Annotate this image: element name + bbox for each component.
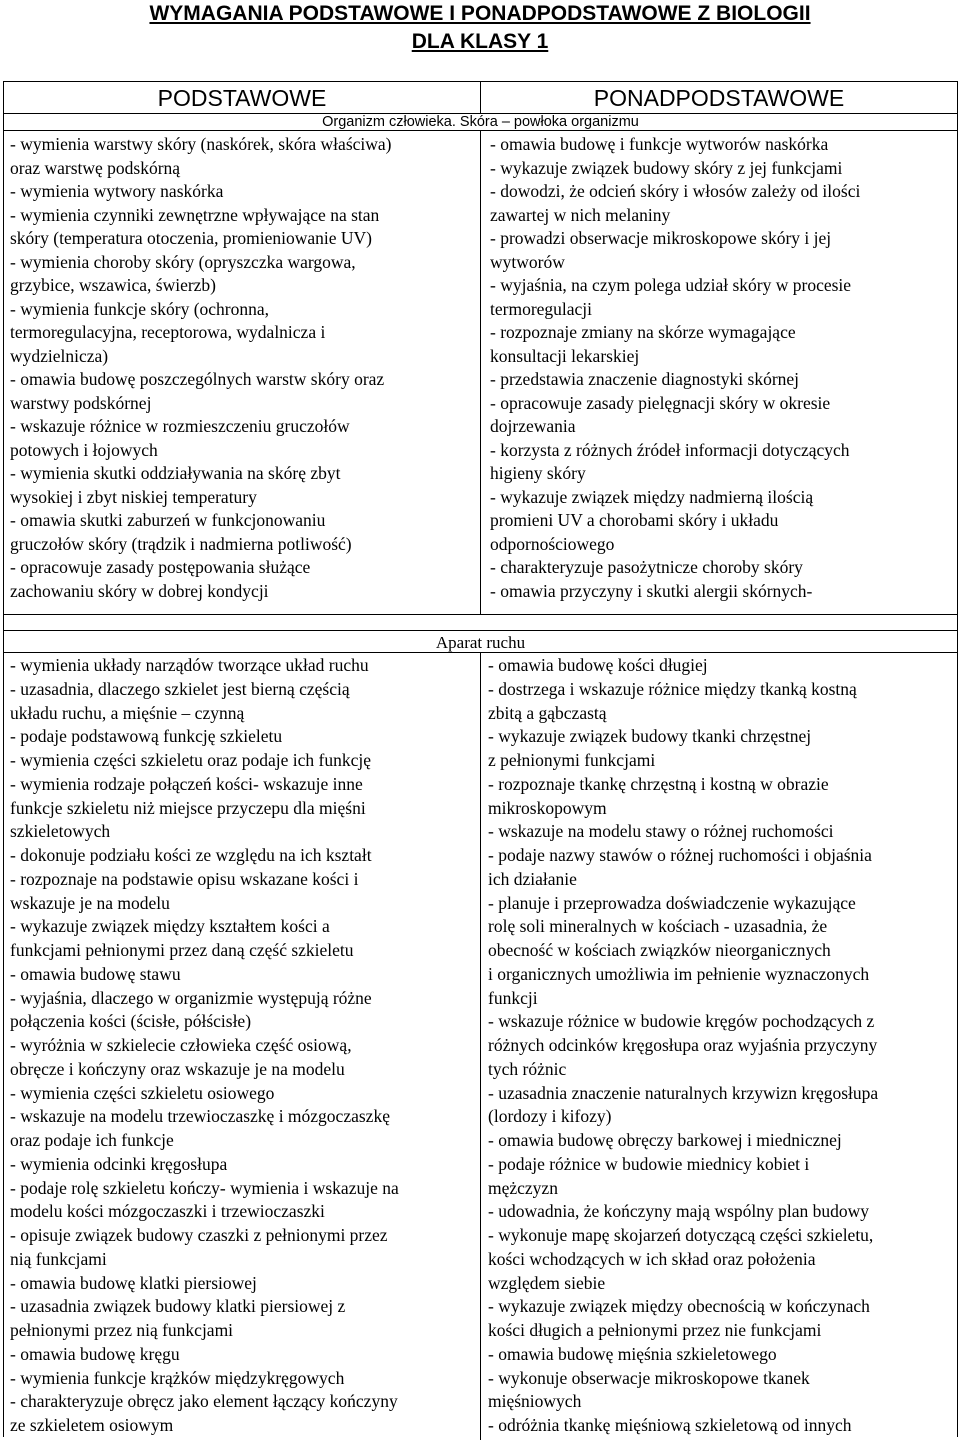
list-item: - omawia budowę poszczególnych warstw skóry oraz <box>10 369 385 389</box>
list-item: nią funkcjami <box>10 1248 107 1269</box>
column-header-advanced: PONADPODSTAWOWE <box>593 85 845 111</box>
list-item: - omawia budowę i funkcje wytworów naskórka <box>490 134 829 154</box>
list-item: grzybice, wszawica, świerzb) <box>10 275 217 295</box>
list-item: skóry (temperatura otoczenia, promieniowanie UV) <box>10 228 373 248</box>
list-item: - prowadzi obserwacje mikroskopowe skóry i jej <box>490 228 832 248</box>
list-item: - dowodzi, że odcień skóry i włosów zależy od ilości <box>490 181 861 201</box>
list-item: - wymienia funkcje krążków międzykręgowych <box>10 1367 345 1388</box>
list-item: - uzasadnia związek budowy klatki piersiowej z <box>10 1296 346 1317</box>
column-divider <box>480 130 481 614</box>
section-skin-basic-list <box>10 133 478 603</box>
list-item: funkcji <box>488 987 538 1008</box>
list-item: termoregulacji <box>490 298 593 319</box>
list-item: - wskazuje różnice w rozmieszczeniu gruczołów <box>10 416 350 436</box>
list-item: względem siebie <box>488 1272 606 1293</box>
list-item: dojrzewania <box>490 416 576 436</box>
list-item: - opracowuje zasady pielęgnacji skóry w okresie <box>490 392 831 413</box>
list-item: - charakteryzuje pasożytnicze choroby skóry <box>490 557 803 577</box>
list-item: układu ruchu, a mięśnie – czynną <box>10 702 245 723</box>
list-item: - omawia skutki zaburzeń w funkcjonowaniu <box>10 510 326 530</box>
list-item: - wymienia skutki oddziaływania na skórę zbyt <box>10 463 341 483</box>
list-item: - wskazuje na modelu stawy o różnej ruchomości <box>488 821 834 842</box>
list-item: - dostrzega i wskazuje różnice między tkanką kostną <box>488 678 857 699</box>
list-item: gruczołów skóry (trądzik i nadmierna potliwość) <box>10 533 352 554</box>
list-item: ich działanie <box>488 868 577 889</box>
list-item: - omawia budowę kości długiej <box>488 655 708 675</box>
list-item: i organicznych umożliwia im pełnienie wyznaczonych <box>488 963 870 984</box>
list-item: - wykazuje związek między nadmierną ilością <box>490 486 814 507</box>
section-divider <box>3 614 958 615</box>
list-item: promieni UV a chorobami skóry i układu <box>490 510 779 530</box>
list-item: tych różnic <box>488 1058 567 1079</box>
list-item: warstwy podskórnej <box>10 392 152 413</box>
list-item: zachowaniu skóry w dobrej kondycji <box>10 580 269 601</box>
list-item: - odróżnia tkankę mięśniową szkieletową od innych <box>488 1415 852 1435</box>
section-divider <box>3 630 958 631</box>
list-item: - wymienia rodzaje połączeń kości- wskazuje inne <box>10 773 363 794</box>
list-item: - omawia budowę kręgu <box>10 1343 180 1364</box>
list-item: - dokonuje podziału kości ze względu na ich kształt <box>10 845 372 865</box>
list-item: - wskazuje na modelu trzewioczaszkę i mózgoczaszkę <box>10 1106 390 1127</box>
document-subtitle: DLA KLASY 1 <box>411 30 549 53</box>
list-item: różnych odcinków kręgosłupa oraz wyjaśnia przyczyny <box>488 1035 878 1055</box>
list-item: - wykonuje mapę skojarzeń dotyczącą części szkieletu, <box>488 1225 874 1245</box>
list-item: mikroskopowym <box>488 797 607 818</box>
list-item: - wymienia wytwory naskórka <box>10 181 224 201</box>
list-item: ze szkieletem osiowym <box>10 1415 174 1435</box>
list-item: - przedstawia znaczenie diagnostyki skórnej <box>490 369 800 389</box>
list-item: - rozpoznaje zmiany na skórze wymagające <box>490 322 796 342</box>
list-item: zbitą a gąbczastą <box>488 702 607 723</box>
list-item: mięśniowych <box>488 1391 582 1412</box>
list-item: - wymienia układy narządów tworzące układ ruchu <box>10 655 369 675</box>
section-title-skin: Organizm człowieka. Skóra – powłoka organizmu <box>322 114 639 130</box>
list-item: - rozpoznaje na podstawie opisu wskazane kości i <box>10 868 359 889</box>
list-item: potowych i łojowych <box>10 439 158 460</box>
list-item: oraz warstwę podskórną <box>10 157 181 178</box>
list-item: - wymienia części szkieletu osiowego <box>10 1082 275 1103</box>
list-item: - wymienia warstwy skóry (naskórek, skóra właściwa) <box>10 134 392 154</box>
list-item: oraz podaje ich funkcje <box>10 1130 174 1150</box>
list-item: - wykazuje związek budowy tkanki chrzęstnej <box>488 726 812 747</box>
list-item: - wyróżnia w szkielecie człowieka część osiową, <box>10 1035 352 1055</box>
list-item: rolę soli mineralnych w kościach - uzasadnia, że <box>488 916 828 937</box>
list-item: - wykazuje związek między kształtem kości a <box>10 916 330 937</box>
list-item: funkcjami pełnionymi przez daną część szkieletu <box>10 940 354 960</box>
list-item: - opisuje związek budowy czaszki z pełnionymi przez <box>10 1225 388 1245</box>
list-item: kości wchodzących w ich skład oraz położenia <box>488 1248 816 1269</box>
list-item: - podaje różnice w budowie miednicy kobiet i <box>488 1153 810 1174</box>
list-item: - omawia budowę mięśnia szkieletowego <box>488 1343 777 1364</box>
list-item: - wyjaśnia, na czym polega udział skóry w procesie <box>490 275 852 295</box>
list-item: - planuje i przeprowadza doświadczenie wykazujące <box>488 892 856 913</box>
document-title: WYMAGANIA PODSTAWOWE I PONADPODSTAWOWE Z BIOLOGII <box>149 2 811 25</box>
list-item: - omawia budowę stawu <box>10 963 181 984</box>
list-item: termoregulacyjna, receptorowa, wydalnicza i <box>10 322 326 342</box>
list-item: - wymienia odcinki kręgosłupa <box>10 1153 228 1174</box>
list-item: - wykazuje związek między obecnością w kończynach <box>488 1296 870 1317</box>
list-item: połączenia kości (ścisłe, półścisłe) <box>10 1011 252 1032</box>
section-title-locomotion: Aparat ruchu <box>435 633 526 652</box>
list-item: - wymienia choroby skóry (opryszczka wargowa, <box>10 251 356 272</box>
list-item: (lordozy i kifozy) <box>488 1106 612 1127</box>
list-item: - wymienia czynniki zewnętrzne wpływające na stan <box>10 204 380 225</box>
list-item: - wymienia części szkieletu oraz podaje ich funkcję <box>10 750 372 770</box>
section-locomotion-basic-list <box>10 654 478 1438</box>
list-item: funkcje szkieletu niż miejsce przyczepu dla mięśni <box>10 797 366 818</box>
list-item: obecność w kościach związków nieorganicznych <box>488 940 831 960</box>
list-item: szkieletowych <box>10 821 111 842</box>
list-item: - wskazuje różnice w budowie kręgów pochodzących z <box>488 1011 875 1032</box>
list-item: - opracowuje zasady postępowania służące <box>10 557 311 577</box>
list-item: wysokiej i zbyt niskiej temperatury <box>10 486 257 507</box>
list-item: - uzasadnia, dlaczego szkielet jest bierną częścią <box>10 678 350 699</box>
section-skin-advanced-list <box>490 133 955 603</box>
list-item: mężczyzn <box>488 1177 558 1198</box>
column-header-basic: PODSTAWOWE <box>157 85 327 111</box>
list-item: - wyjaśnia, dlaczego w organizmie występują różne <box>10 987 372 1008</box>
list-item: obręcze i kończyny oraz wskazuje je na modelu <box>10 1058 345 1079</box>
list-item: higieny skóry <box>490 463 586 483</box>
list-item: wytworów <box>490 251 565 272</box>
list-item: modelu kości mózgoczaszki i trzewioczaszki <box>10 1201 325 1222</box>
list-item: wydzielnicza) <box>10 345 109 366</box>
list-item: - korzysta z różnych źródeł informacji dotyczących <box>490 439 850 460</box>
list-item: zawartej w nich melaniny <box>490 204 671 225</box>
list-item: - podaje rolę szkieletu kończy- wymienia i wskazuje na <box>10 1177 399 1198</box>
list-item: pełnionymi przez nią funkcjami <box>10 1320 234 1340</box>
list-item: - omawia budowę klatki piersiowej <box>10 1272 257 1293</box>
list-item: z pełnionymi funkcjami <box>488 750 656 770</box>
list-item: wskazuje je na modelu <box>10 892 170 913</box>
list-item: konsultacji lekarskiej <box>490 345 640 366</box>
list-item: - podaje nazwy stawów o różnej ruchomości i objaśnia <box>488 845 872 865</box>
list-item: - uzasadnia znaczenie naturalnych krzywizn kręgosłupa <box>488 1082 879 1103</box>
list-item: - wymienia funkcje skóry (ochronna, <box>10 298 270 319</box>
list-item: - charakteryzuje obręcz jako element łączący kończyny <box>10 1391 398 1412</box>
section-locomotion-advanced-list <box>488 654 956 1438</box>
list-item: - rozpoznaje tkankę chrzęstną i kostną w obrazie <box>488 773 829 794</box>
list-item: odpornościowego <box>490 533 615 554</box>
list-item: - wykonuje obserwacje mikroskopowe tkanek <box>488 1367 810 1388</box>
list-item: - wykazuje związek budowy skóry z jej funkcjami <box>490 157 843 178</box>
list-item: kości długich a pełnionymi przez nie funkcjami <box>488 1320 822 1340</box>
column-divider <box>480 652 481 1440</box>
list-item: - udowadnia, że kończyny mają wspólny plan budowy <box>488 1201 870 1222</box>
list-item: - podaje podstawową funkcję szkieletu <box>10 726 283 747</box>
list-item: - omawia budowę obręczy barkowej i miednicznej <box>488 1130 842 1150</box>
list-item: - omawia przyczyny i skutki alergii skórnych- <box>490 580 813 601</box>
